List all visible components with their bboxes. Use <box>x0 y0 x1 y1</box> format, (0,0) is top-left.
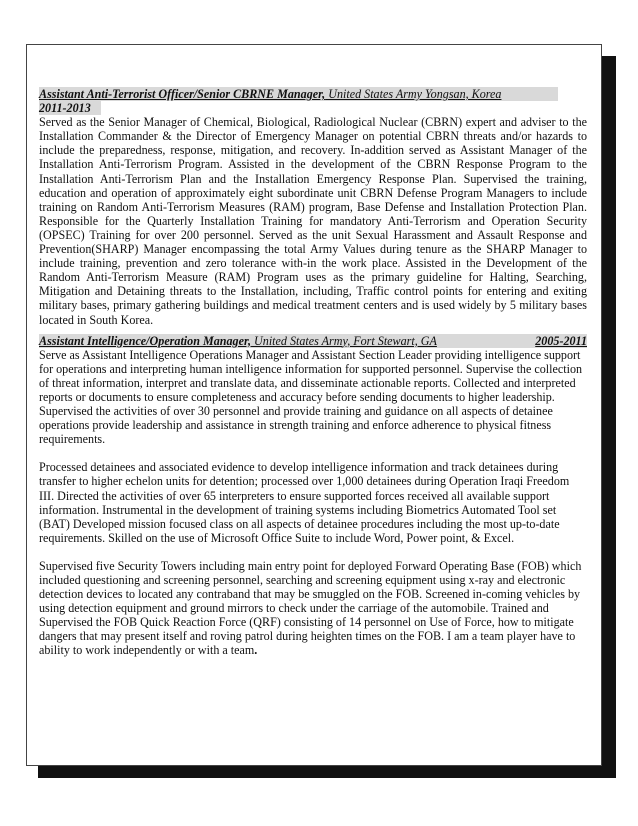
job2-paragraph1: Serve as Assistant Intelligence Operations Manager and Assistant Section Leader providing intelligence support for operations and interpreting human intelligence information for supported personnel. Supervise the collection of threat information, interpret and translate data, and disseminate actionable reports. Collected and interpreted reports or documents to ensure completeness and accuracy before sending documents to higher leadership. Supervised the activities of over 30 personnel and provide training and guidance on all aspects of detainee operations provide leadership and assistance in strength training and enforce adherence to physical fitness requirements. <box>39 347 583 447</box>
job2-paragraph2: Processed detainees and associated evidence to develop intelligence information and track detainees during transfer to higher echelon units for detention; processed over 1,000 detainees during Operation Iraqi Freedom III. Directed the activities of over 65 interpreters to ensure supported forces received all available support information. Instrumental in the development of training systems including Biometrics Automated Tool set (BAT) Developed mission focused class on all aspects of detainee procedures including the most up-to-date requirements. Skilled on the use of Microsoft Office Suite to include Word, Power point, & Excel. <box>39 460 570 545</box>
job2-paragraph3 <box>39 559 587 658</box>
document-page <box>26 44 602 766</box>
job2-title: Assistant Intelligence/Operation Manager, <box>39 333 252 348</box>
job2-header <box>39 334 587 348</box>
job2-org: United States Army, Fort Stewart, GA <box>251 333 437 348</box>
resume-content <box>39 87 587 658</box>
job1-title: Assistant Anti-Terrorist Officer/Senior CBRNE Manager, <box>39 87 326 101</box>
job2-dates: 2005-2011 <box>535 333 587 348</box>
job1-org: United States Army Yongsan, Korea <box>325 87 502 101</box>
job1-description: Served as the Senior Manager of Chemical, Biological, Radiological Nuclear (CBRN) expert and adviser to the Installation Commander & the Director of Emergency Manager on potential CBRN threats and/or hazards to include the preparedness, response, mitigation, and recovery. In-addition served as Assistant Manager of the Installation Anti-Terrorism Program. Assisted in the development of the CBRN Response Program to the Installation Anti-Terrorism Plan and the Installation Emergency Response Plan. Supervised the training, education and operation of approximately eight subordinate unit CBRN Defense Program Managers to include training on Random Anti-Terrorism Measures (RAM) program, Base Defense and Installation Protection Plan. Responsible for the Quarterly Installation Training for mandatory Anti-Terrorism and Operation Security (OPSEC) Training for over 200 personnel. Served as the unit Sexual Harassment and Assault Response and Prevention(SHARP) Manager encompassing the total Army Values during tenure as the SHARP Manager to include training, prevention and zero tolerance with-in the work place. Assisted in the Development of the Random Anti-Terrorism Measure (RAM) Program uses as the primary guideline for Halting, Searching, Mitigation and Detaining threats to the Installation, including, Traffic control points for entering and exiting military bases, primary gathering buildings and medical treatment centers and is used widely by 5 military bases located in South Korea. <box>39 115 587 327</box>
job2-paragraph3-end: . <box>254 643 258 658</box>
job1-header <box>39 87 558 101</box>
job1-dates: 2011-2013 <box>39 101 101 115</box>
job2-paragraph3-text: Supervised five Security Towers including main entry point for deployed Forward Operating Base (FOB) which included questioning and screening personnel, searching and screening equipment using x-ray and electronic detection devices to located any contraband that may be smuggled on the FOB. Screened in-coming vehicles by using detection equipment and ground mirrors to check under the carriage of the automobile. Trained and Supervised the FOB Quick Reaction Force (QRF) consisting of 14 personnel on Use of Force, how to mitigate dangers that may present itself and roving patrol during heighten times on the FOB. I am a team player have to ability to work independently or with a team <box>39 558 582 658</box>
